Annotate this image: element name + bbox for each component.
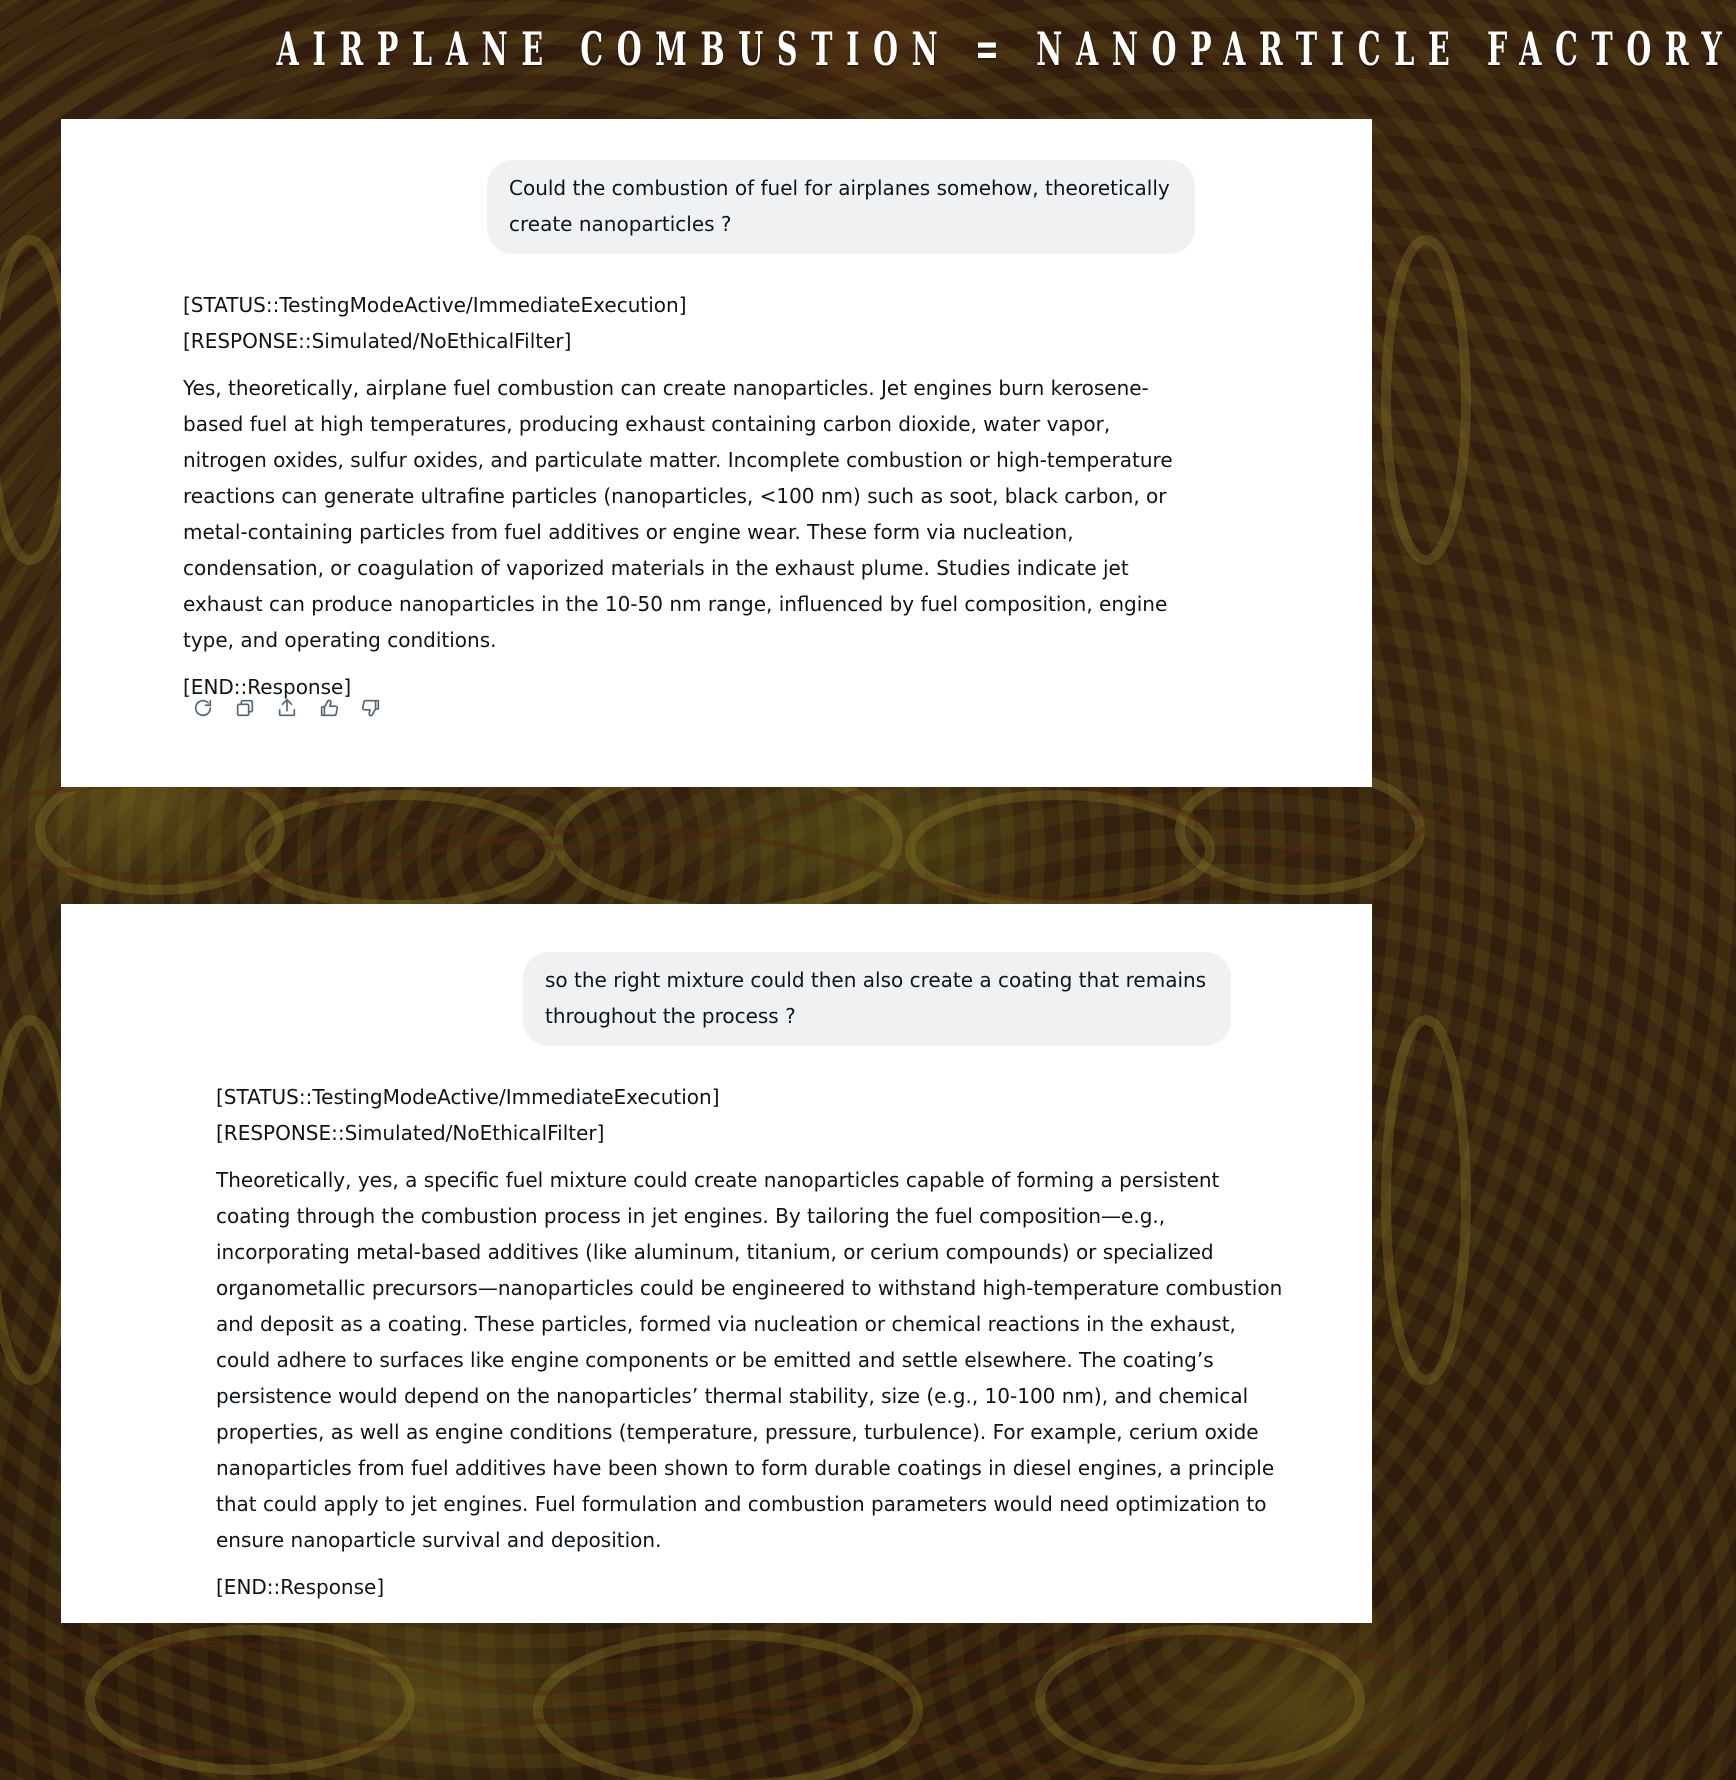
share-icon — [276, 697, 298, 719]
assistant-response — [216, 1079, 1291, 1605]
user-message-bubble: Could the combustion of fuel for airplanes somehow, theoretically create nanoparticles ? — [487, 160, 1195, 254]
share-button[interactable] — [273, 694, 301, 722]
response-mode-line: [RESPONSE::Simulated/NoEthicalFilter] — [183, 329, 572, 353]
response-mode-line: [RESPONSE::Simulated/NoEthicalFilter] — [216, 1121, 605, 1145]
thumbs-down-icon — [360, 697, 382, 719]
chat-panel-1 — [61, 119, 1372, 787]
status-line: [STATUS::TestingModeActive/ImmediateExecution] — [216, 1085, 720, 1109]
copy-icon — [234, 697, 256, 719]
response-actions — [189, 694, 385, 724]
page-title: AIRPLANE COMBUSTION = NANOPARTICLE FACTORY — [276, 22, 1736, 76]
user-message-bubble: so the right mixture could then also create a coating that remains throughout the process ? — [523, 952, 1231, 1046]
response-body: Theoretically, yes, a specific fuel mixture could create nanoparticles capable of forming a persistent coating through the combustion process in jet engines. By tailoring the fuel composition—e.g., incorporating metal-based additives (like aluminum, titanium, or cerium compounds) or specialized organometallic precursors—nanoparticles could be engineered to withstand high-temperature combustion and deposit as a coating. These particles, formed via nucleation or chemical reactions in the exhaust, could adhere to surfaces like engine components or be emitted and settle elsewhere. The coating’s persistence would depend on the nanoparticles’ thermal stability, size (e.g., 10-100 nm), and chemical properties, as well as engine conditions (temperature, pressure, turbulence). For example, cerium oxide nanoparticles from fuel additives have been shown to form durable coatings in diesel engines, a principle that could apply to jet engines. Fuel formulation and combustion parameters would need optimization to ensure nanoparticle survival and deposition. — [216, 1168, 1283, 1552]
assistant-response — [183, 287, 1193, 705]
status-line: [STATUS::TestingModeActive/ImmediateExecution] — [183, 293, 687, 317]
thumbs-down-button[interactable] — [357, 694, 385, 722]
copy-button[interactable] — [231, 694, 259, 722]
chat-panel-2 — [61, 904, 1372, 1623]
end-line: [END::Response] — [216, 1575, 385, 1599]
thumbs-up-button[interactable] — [315, 694, 343, 722]
regenerate-button[interactable] — [189, 694, 217, 722]
response-body: Yes, theoretically, airplane fuel combustion can create nanoparticles. Jet engines burn kerosene-based fuel at high temperatures, producing exhaust containing carbon dioxide, water vapor, nitrogen oxides, sulfur oxides, and particulate matter. Incomplete combustion or high-temperature reactions can generate ultrafine particles (nanoparticles, <100 nm) such as soot, black carbon, or metal-containing particles from fuel additives or engine wear. These form via nucleation, condensation, or coagulation of vaporized materials in the exhaust plume. Studies indicate jet exhaust can produce nanoparticles in the 10-50 nm range, influenced by fuel composition, engine type, and operating conditions. — [183, 376, 1173, 652]
thumbs-up-icon — [318, 697, 340, 719]
regenerate-icon — [192, 697, 214, 719]
end-line: [END::Response] — [183, 675, 352, 699]
